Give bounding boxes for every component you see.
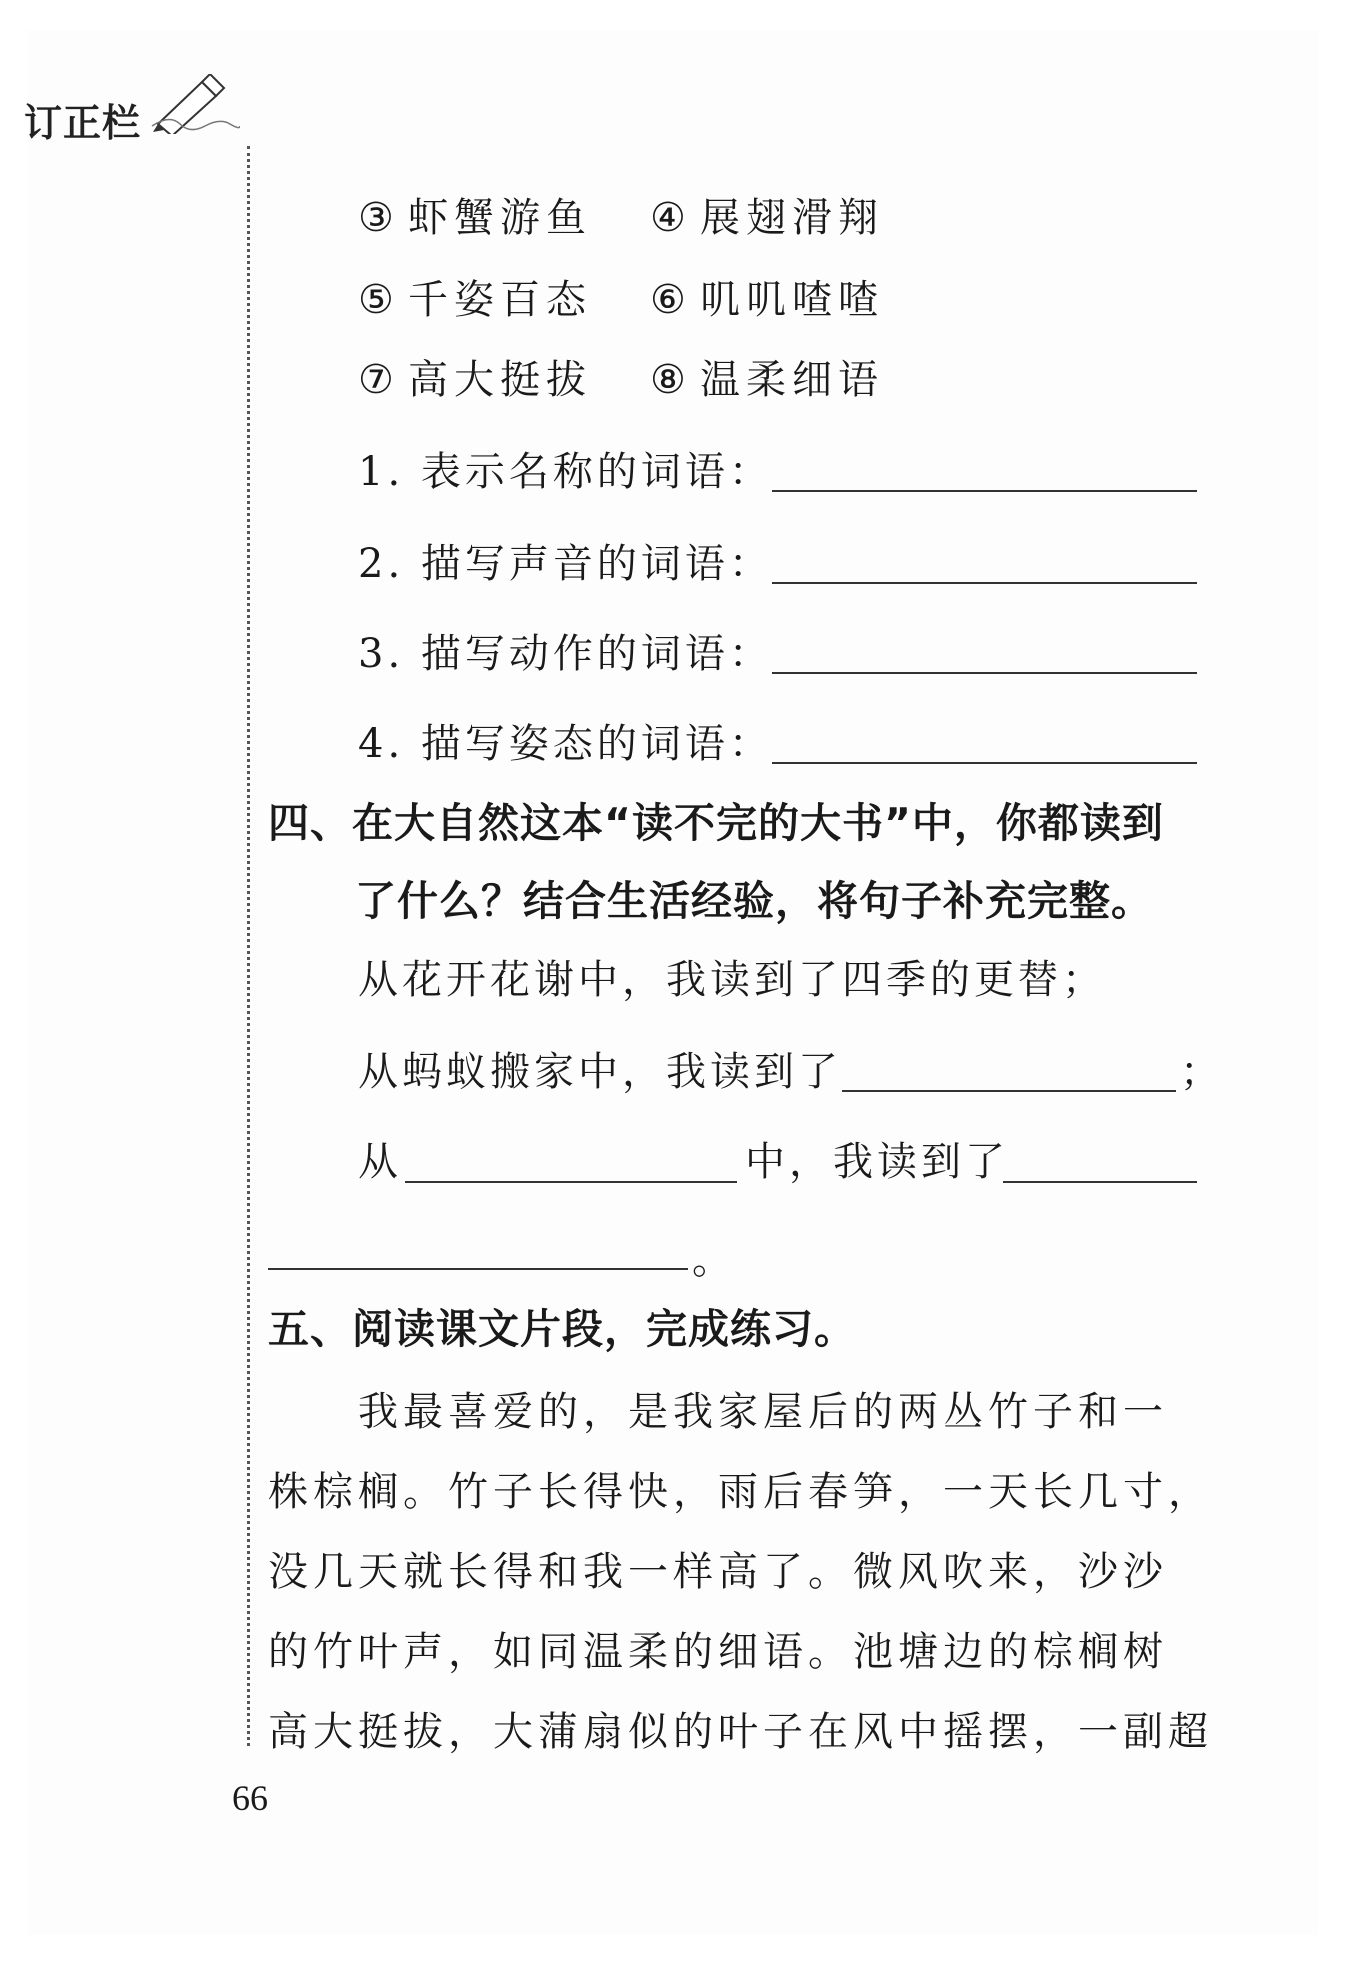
section-4-line2-blank[interactable] bbox=[842, 1090, 1176, 1092]
word-item-7: ⑦ 高大挺拔 bbox=[358, 357, 592, 403]
category-label-actions: 3. 描写动作的词语： bbox=[358, 631, 773, 677]
category-label-sounds: 2. 描写声音的词语： bbox=[358, 541, 773, 587]
section-4-line3-prefix: 从 bbox=[358, 1139, 402, 1185]
passage-line: 高大挺拔，大蒲扇似的叶子在风中摇摆，一副超 bbox=[268, 1709, 1213, 1755]
category-label-postures: 4. 描写姿态的词语： bbox=[358, 721, 773, 767]
section-4-line2-prefix: 从蚂蚁搬家中，我读到了 bbox=[358, 1049, 842, 1095]
category-blank-sounds[interactable] bbox=[772, 582, 1197, 584]
section-4-title-line2: 了什么？结合生活经验，将句子补充完整。 bbox=[355, 877, 1153, 925]
margin-dotted-rule bbox=[247, 146, 250, 1746]
category-label-names: 1. 表示名称的词语： bbox=[358, 449, 773, 495]
section-4-title-line1: 四、在大自然这本“读不完的大书”中，你都读到 bbox=[268, 799, 1164, 847]
section-4-example: 从花开花谢中，我读到了四季的更替； bbox=[358, 957, 1106, 1003]
section-4-line2-suffix: ； bbox=[1180, 1049, 1224, 1095]
word-item-5: ⑤ 千姿百态 bbox=[358, 277, 592, 323]
section-4-line3-blank-source[interactable] bbox=[405, 1181, 737, 1183]
page-number: 66 bbox=[232, 1778, 268, 1818]
passage-line: 株棕榈。竹子长得快，雨后春笋，一天长几寸， bbox=[268, 1469, 1213, 1515]
margin-label: 订正栏 bbox=[24, 101, 142, 145]
category-blank-names[interactable] bbox=[772, 490, 1197, 492]
section-4-line4-suffix: 。 bbox=[692, 1237, 736, 1283]
passage-line: 的竹叶声，如同温柔的细语。池塘边的棕榈树 bbox=[268, 1629, 1168, 1675]
passage-line: 我最喜爱的，是我家屋后的两丛竹子和一 bbox=[358, 1389, 1168, 1435]
section-4-line4-blank[interactable] bbox=[268, 1268, 688, 1270]
section-5-title: 五、阅读课文片段，完成练习。 bbox=[268, 1305, 856, 1353]
pencil-icon bbox=[150, 74, 240, 134]
word-item-4: ④ 展翅滑翔 bbox=[650, 195, 884, 241]
word-item-6: ⑥ 叽叽喳喳 bbox=[650, 277, 884, 323]
word-item-8: ⑧ 温柔细语 bbox=[650, 357, 884, 403]
section-4-line3-middle: 中，我读到了 bbox=[745, 1139, 1009, 1185]
word-item-3: ③ 虾蟹游鱼 bbox=[358, 195, 592, 241]
category-blank-actions[interactable] bbox=[772, 672, 1197, 674]
section-4-line3-blank-learning[interactable] bbox=[1003, 1181, 1197, 1183]
passage-line: 没几天就长得和我一样高了。微风吹来，沙沙 bbox=[268, 1549, 1168, 1595]
category-blank-postures[interactable] bbox=[772, 762, 1197, 764]
